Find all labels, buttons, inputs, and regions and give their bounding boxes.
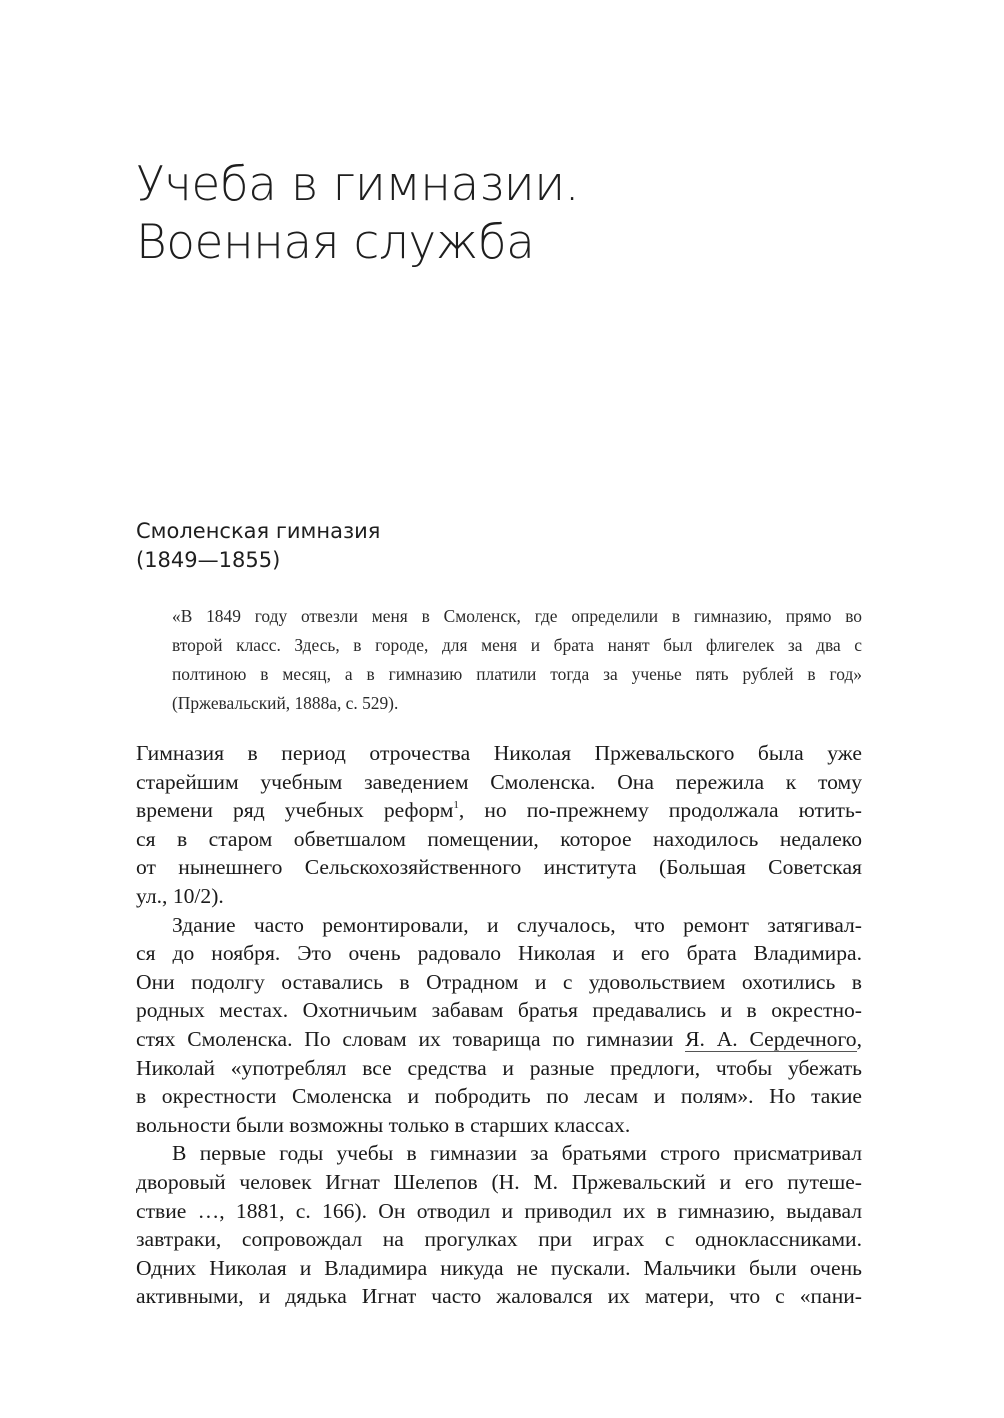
body-text	[136, 739, 862, 1311]
body-line	[136, 796, 862, 825]
epigraph-line: полтиною в месяц, а в гимназию платили тогда за ученье пять рублей в год»	[172, 664, 862, 684]
body-line: от нынешнего Сельскохозяйственного института (Большая Советская	[136, 855, 862, 880]
section-title	[136, 517, 380, 575]
body-text-span: времени ряд учебных реформ	[136, 798, 454, 823]
body-line: завтраки, сопровождал на прогулках при играх с одноклассниками.	[136, 1227, 862, 1252]
body-line: Здание часто ремонтировали, и случалось, что ремонт затягивал-	[172, 912, 862, 937]
body-text-span: , но по-прежнему продолжала ютить-	[458, 798, 862, 823]
body-text-span: стях Смоленска. По словам их товарища по гимназии	[136, 1026, 686, 1051]
body-line: Николай «употреблял все средства и разные предлоги, чтобы убежать	[136, 1055, 862, 1080]
section-title-years: (1849—1855)	[136, 548, 281, 572]
body-line: Они подолгу оставались в Отрадном и с удовольствием охотились в	[136, 969, 862, 994]
body-line: старейшим учебным заведением Смоленска. Она пережила к тому	[136, 769, 862, 794]
footnote-marker[interactable]: 1	[453, 799, 459, 812]
body-line: Гимназия в период отрочества Николая Пржевальского была уже	[136, 741, 862, 765]
body-line: активными, и дядька Игнат часто жаловался их матери, что с «пани-	[136, 1284, 862, 1309]
body-line: Одних Николая и Владимира никуда не пускали. Мальчики были очень	[136, 1255, 862, 1280]
body-line: вольности были возможны только в старших классах.	[136, 1112, 631, 1137]
epigraph-citation: (Пржевальский, 1888а, с. 529).	[172, 693, 399, 713]
epigraph-line: второй класс. Здесь, в городе, для меня и брата нанят был флигелек за два с	[172, 635, 862, 655]
epigraph-line: «В 1849 году отвезли меня в Смоленск, где определили в гимназию, прямо во	[172, 606, 862, 626]
body-line: ся в старом обветшалом помещении, которое находилось недалеко	[136, 826, 862, 851]
body-line: ся до ноября. Это очень радовало Николая и его брата Владимира.	[136, 941, 862, 966]
section-title-line: Смоленская гимназия	[136, 519, 381, 543]
chapter-title-line: Военная служба	[136, 215, 535, 270]
body-line: ул., 10/2).	[136, 883, 224, 908]
body-text-span: ,	[856, 1026, 863, 1051]
body-line	[136, 1025, 862, 1054]
epigraph-quote	[172, 602, 862, 718]
chapter-title	[136, 156, 579, 272]
person-link[interactable]: Я. А. Сердечного	[685, 1026, 857, 1051]
body-line: в окрестности Смоленска и побродить по лесам и полям». Но такие	[136, 1084, 862, 1109]
body-line: дворовый человек Игнат Шелепов (Н. М. Пржевальский и его путеше-	[136, 1169, 862, 1194]
chapter-title-line: Учеба в гимназии.	[136, 157, 580, 212]
body-line: родных местах. Охотничьим забавам братья предавались и в окрестно-	[136, 998, 862, 1023]
body-line: В первые годы учебы в гимназии за братьями строго присматривал	[172, 1141, 862, 1166]
body-line: ствие …, 1881, с. 166). Он отводил и приводил их в гимназию, выдавал	[136, 1198, 862, 1223]
